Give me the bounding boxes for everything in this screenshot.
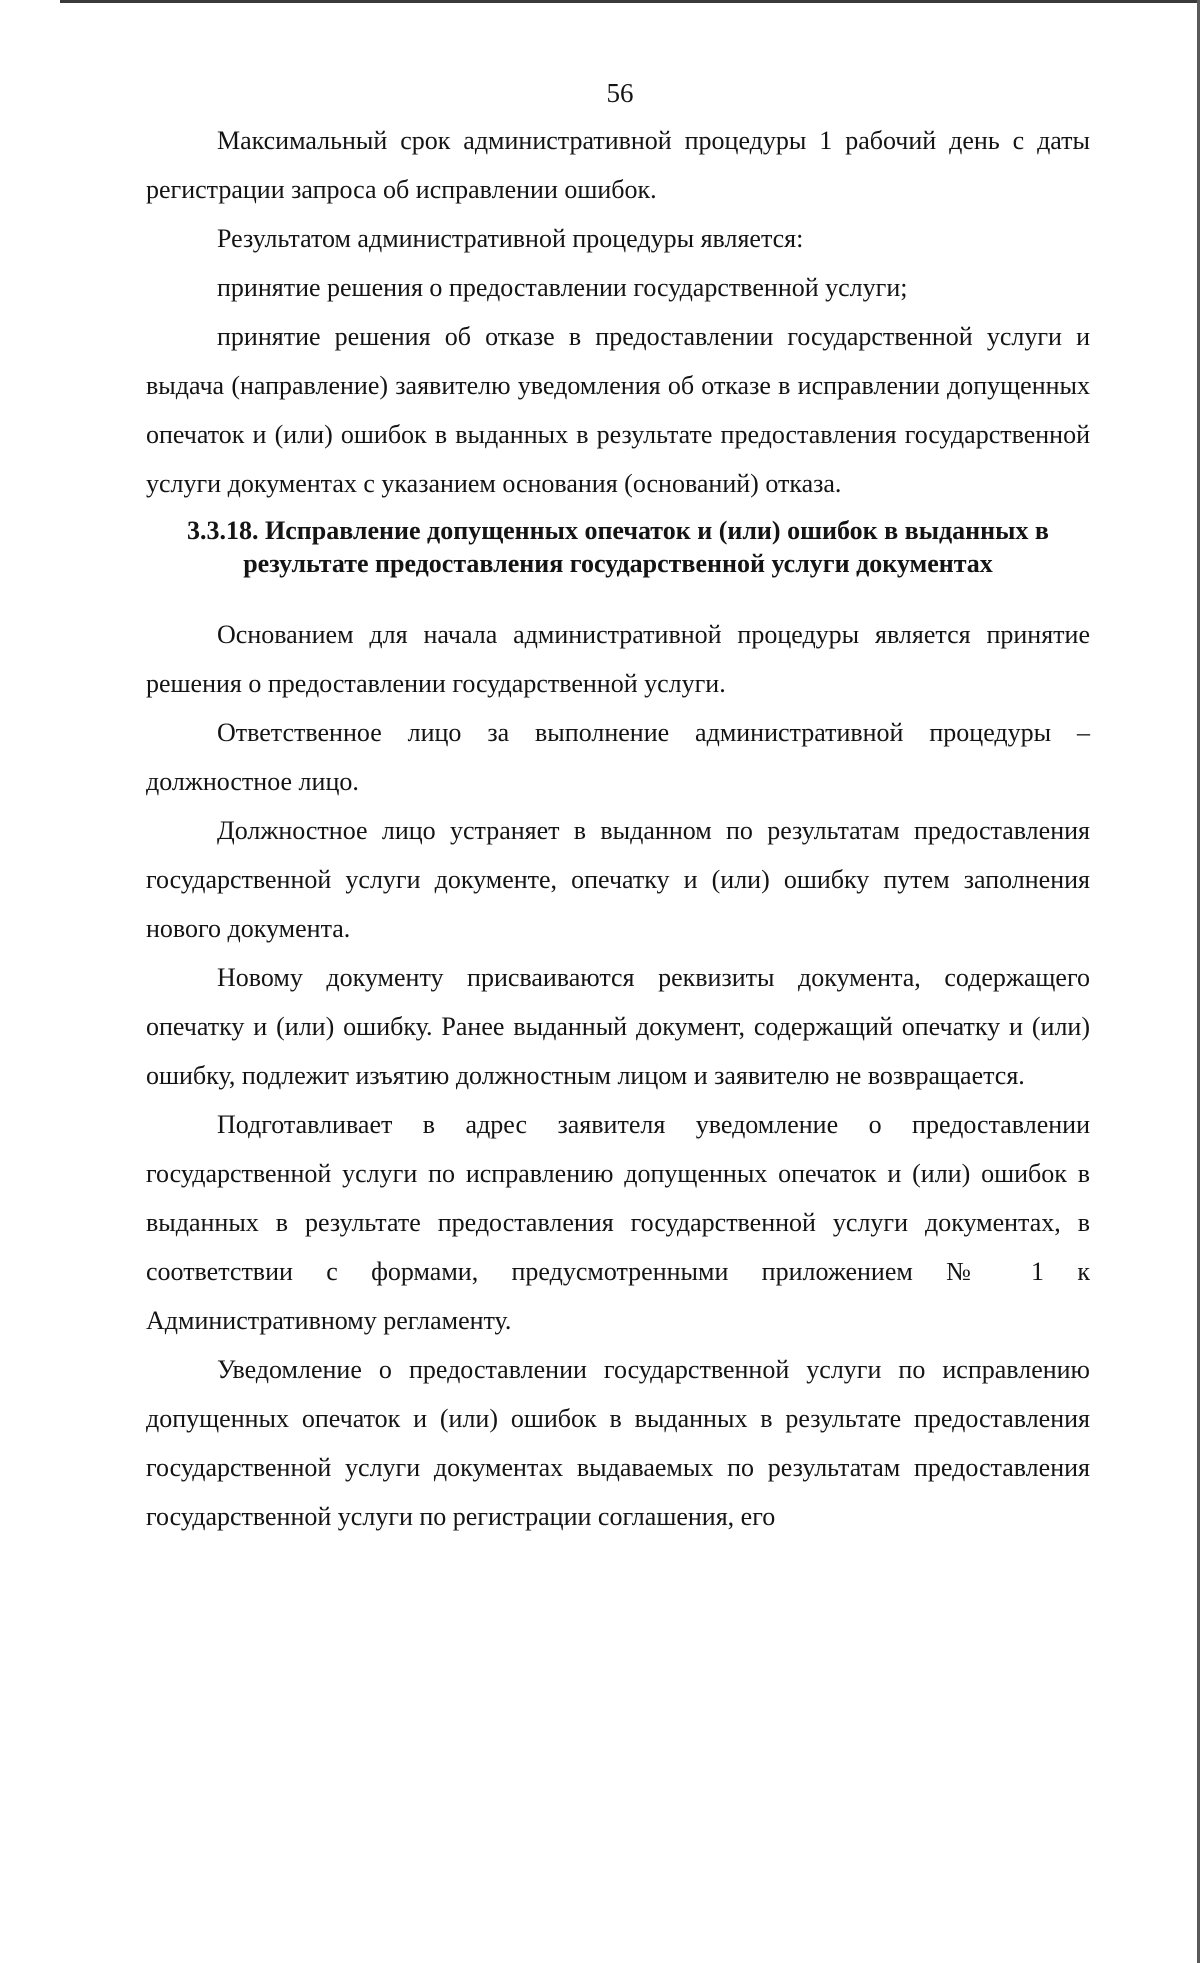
paragraph-notification-prep: Подготавливает в адрес заявителя уведомление о предоставлении государственной услуги по исправлению допущенных опечаток и (или) ошибок в выданных в результате предоставления государственной услуги документах, в соответствии с формами, предусмотренными приложением № 1 к Административному регламенту. [146, 1110, 1090, 1335]
paragraph-basis: Основанием для начала административной процедуры является принятие решения о предоставлении государственной услуги. [146, 620, 1090, 698]
scan-top-edge [60, 0, 1200, 3]
section-heading: 3.3.18. Исправление допущенных опечаток и (или) ошибок в выданных в результате предоставления государственной услуги документах [187, 516, 1049, 578]
paragraph-notification: Уведомление о предоставлении государственной услуги по исправлению допущенных опечаток и (или) ошибок в выданных в результате предоставления государственной услуги документах выдаваемых по результатам предоставления государственной услуги по регистрации соглашения, его [146, 1355, 1090, 1531]
paragraph-new-document: Новому документу присваиваются реквизиты документа, содержащего опечатку и (или) ошибку. Ранее выданный документ, содержащий опечатку и (или) ошибку, подлежит изъятию должностным лицом и заявителю не возвращается. [146, 963, 1090, 1090]
document-body [146, 116, 1090, 1541]
heading-spacer [146, 580, 1090, 610]
page-number: 56 [606, 78, 634, 108]
paragraph-correction: Должностное лицо устраняет в выданном по результатам предоставления государственной услуги документе, опечатку и (или) ошибку путем заполнения нового документа. [146, 816, 1090, 943]
paragraph-result-intro: Результатом административной процедуры является: [217, 224, 804, 253]
paragraph-result-grant: принятие решения о предоставлении государственной услуги; [217, 273, 908, 302]
paragraph-max-duration: Максимальный срок административной процедуры 1 рабочий день с даты регистрации запроса об исправлении ошибок. [146, 126, 1090, 204]
paragraph-responsible-person: Ответственное лицо за выполнение административной процедуры – должностное лицо. [146, 718, 1090, 796]
paragraph-result-refusal: принятие решения об отказе в предоставлении государственной услуги и выдача (направление) заявителю уведомления об отказе в исправлении допущенных опечаток и (или) ошибок в выданных в результате предоставления государственной услуги документах с указанием основания (оснований) отказа. [146, 322, 1090, 498]
